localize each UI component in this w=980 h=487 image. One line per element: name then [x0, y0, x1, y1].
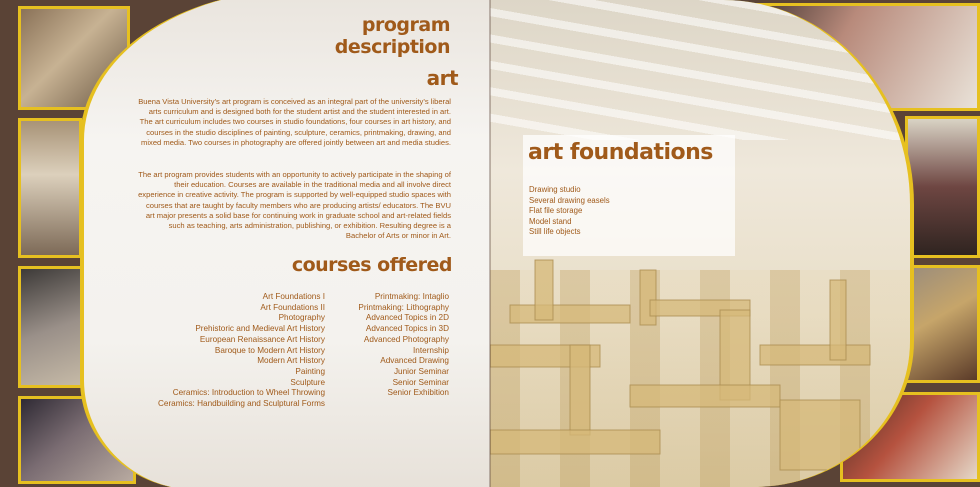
list-item: Printmaking: Lithography [358, 302, 449, 312]
list-item: Drawing studio [529, 185, 581, 194]
list-item: Internship [413, 345, 449, 355]
list-item: Advanced Drawing [380, 356, 449, 366]
list-item: Senior Seminar [392, 377, 449, 387]
kiln-shelf-photo [18, 118, 82, 258]
list-item: Several drawing easels [529, 195, 610, 205]
list-item: Flat file storage [529, 206, 583, 216]
section-title-foundations: art foundations [528, 140, 713, 165]
list-item: Baroque to Modern Art History [214, 345, 325, 355]
list-item: Printmaking: Intaglio [374, 292, 449, 301]
courses-list-right [345, 292, 449, 399]
section-title-courses: courses offered [291, 254, 452, 276]
list-item: Sculpture [290, 377, 325, 387]
list-item: Advanced Topics in 2D [365, 313, 449, 323]
list-item: Modern Art History [257, 356, 325, 366]
art-description-paragraph: Buena Vista University’s art program is conceived as an integral part of the university’s liberal arts curriculum and is designed both for the student artist and the student interested in art. The art curriculum includes two courses in studio foundations, four courses in art history, and courses in the studio disciplines of painting, sculpture, ceramics, printmaking, drawing, and mixed media. Two courses in photography are offered jointly between art and media studies. [138, 97, 451, 147]
section-title-art: art [426, 66, 458, 90]
studio-benches [490, 250, 910, 487]
list-item: Advanced Topics in 3D [365, 324, 449, 334]
list-item: Still life objects [529, 227, 581, 237]
list-item: Junior Seminar [393, 366, 449, 376]
page-title: program description [334, 14, 450, 58]
list-item: Photography [278, 313, 325, 323]
list-item: Prehistoric and Medieval Art History [195, 324, 325, 334]
list-item: Ceramics: Handbuilding and Sculptural Forms [157, 399, 325, 409]
ceiling-pipes [490, 0, 910, 140]
list-item: Model stand [529, 216, 572, 226]
foundations-list [529, 185, 610, 238]
list-item: Art Foundations I [262, 292, 325, 301]
page-gutter [489, 0, 491, 487]
drawing-student-photo [905, 116, 980, 258]
list-item: European Renaissance Art History [199, 334, 325, 344]
list-item: Ceramics: Introduction to Wheel Throwing [172, 388, 325, 398]
list-item: Painting [295, 366, 325, 376]
list-item: Advanced Photography [363, 334, 449, 344]
courses-list-left [120, 292, 325, 410]
list-item: Art Foundations II [260, 302, 325, 312]
program-description-paragraph: The art program provides students with an opportunity to actively participate in the shaping of their education. Courses are available in the traditional media and all involve direct experience in creative activity. The program is supported by well-equipped studio spaces with courses that are taught by faculty members who are producing artists/ educators. The BVU art major presents a solid base for continuing work in graduate school and art-related fields such as teaching, arts administration, publishing, or exhibition. Resulting degree is a Bachelor of Arts or minor in Art. [138, 170, 451, 241]
list-item: Senior Exhibition [387, 388, 449, 398]
